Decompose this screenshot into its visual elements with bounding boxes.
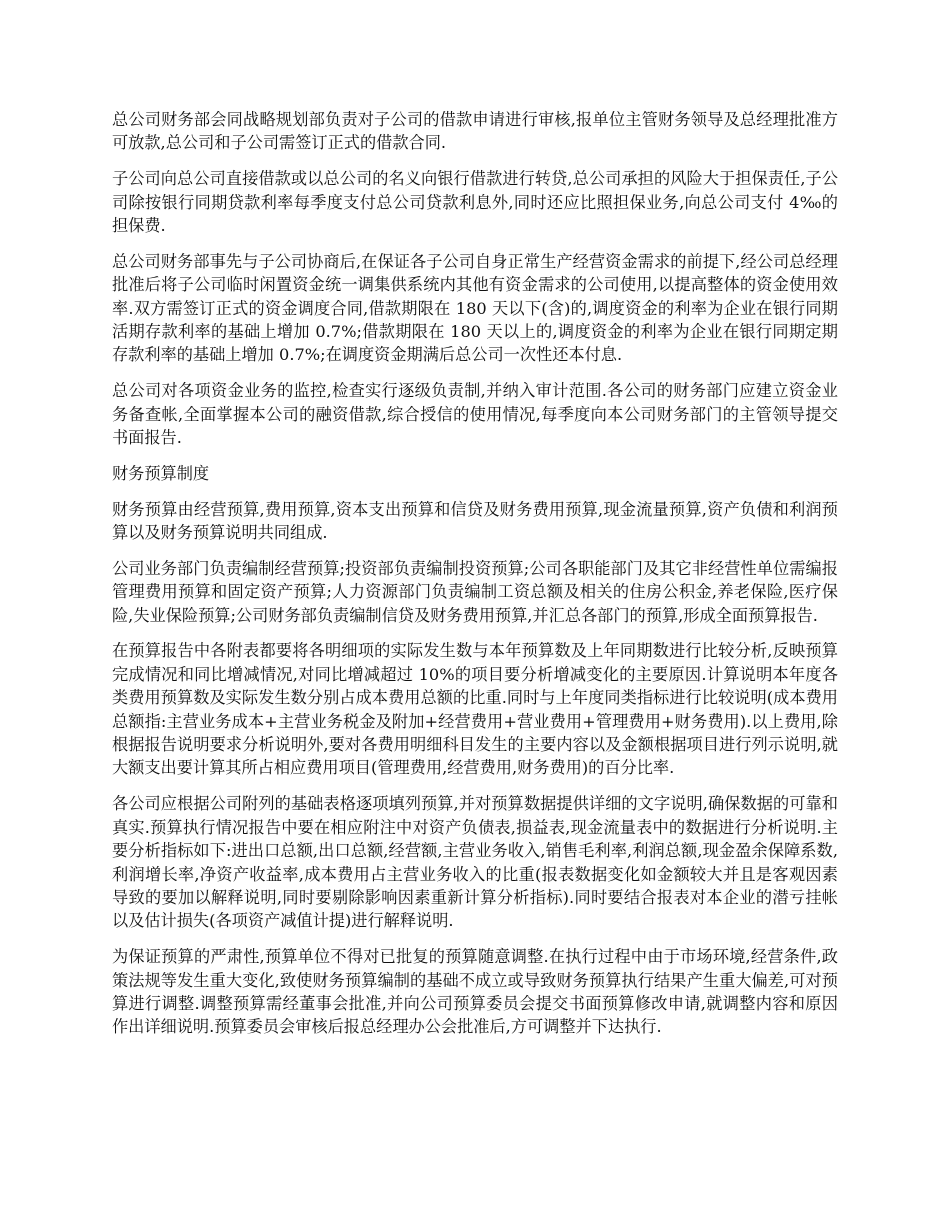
paragraph-guarantee-fee: 子公司向总公司直接借款或以总公司的名义向银行借款进行转贷,总公司承担的风险大于担保责任,子公司除按银行同期贷款利率每季度支付总公司贷款利息外,同时还应比照担保业务,向总公司支付 4‰的担保费. bbox=[112, 169, 838, 236]
paragraph-loan-approval: 总公司财务部会同战略规划部负责对子公司的借款申请进行审核,报单位主管财务领导及总经理批准方可放款,总公司和子公司需签订正式的借款合同. bbox=[112, 110, 838, 153]
paragraph-budget-composition: 财务预算由经营预算,费用预算,资本支出预算和信贷及财务费用预算,现金流量预算,资产负债和利润预算以及财务预算说明共同组成. bbox=[112, 499, 838, 543]
paragraph-fund-monitoring: 总公司对各项资金业务的监控,检查实行逐级负责制,并纳入审计范围.各公司的财务部门应建立资金业务备查帐,全面掌握本公司的融资借款,综合授信的使用情况,每季度向本公司财务部门的主管领导提交书面报告. bbox=[112, 381, 838, 448]
paragraph-budget-adjustment: 为保证预算的严肃性,预算单位不得对已批复的预算随意调整.在执行过程中由于市场环境,经营条件,政策法规等发生重大变化,致使财务预算编制的基础不成立或导致财务预算执行结果产生重大偏差,可对预算进行调整.调整预算需经董事会批准,并向公司预算委员会提交书面预算修改申请,就调整内容和原因作出详细说明.预算委员会审核后报总经理办公会批准后,方可调整并下达执行. bbox=[112, 947, 838, 1037]
paragraph-fund-dispatch: 总公司财务部事先与子公司协商后,在保证各子公司自身正常生产经营资金需求的前提下,经公司总经理批准后将子公司临时闲置资金统一调集供系统内其他有资金需求的公司使用,以提高整体的资金使用效率.双方需签订正式的资金调度合同,借款期限在 180 天以下(含)的,调度资金的利率为企业在银行同期活期存款利率的基础上增加 0.7%;借款期限在 180 天以上的,调度资金的利率为企业在银行同期定期存款利率的基础上增加 0.7%;在调度资金期满后总公司一次性还本付息. bbox=[112, 251, 838, 365]
document-page bbox=[112, 108, 838, 1051]
paragraph-budget-report-analysis: 在预算报告中各附表都要将各明细项的实际发生数与本年预算数及上年同期数进行比较分析,反映预算完成情况和同比增减情况,对同比增减超过 10%的项目要分析增减变化的主要原因.计算说明本年度各类费用预算数及实际发生数分别占成本费用总额的比重.同时与上年度同类指标进行比较说明(成本费用总额指:主营业务成本+主营业务税金及附加+经营费用+营业费用+管理费用+财务费用).以上费用,除根据报告说明要求分析说明外,要对各费用明细科目发生的主要内容以及金额根据项目进行列示说明,就大额支出要计算其所占相应费用项目(管理费用,经营费用,财务费用)的百分比率. bbox=[112, 641, 838, 778]
paragraph-budget-responsibility: 公司业务部门负责编制经营预算;投资部负责编制投资预算;公司各职能部门及其它非经营性单位需编报管理费用预算和固定资产预算;人力资源部门负责编制工资总额及相关的住房公积金,养老保险,医疗保险,失业保险预算;公司财务部负责编制信贷及财务费用预算,并汇总各部门的预算,形成全面预算报告. bbox=[112, 558, 838, 625]
paragraph-budget-filling: 各公司应根据公司附列的基础表格逐项填列预算,并对预算数据提供详细的文字说明,确保数据的可靠和真实.预算执行情况报告中要在相应附注中对资产负债表,损益表,现金流量表中的数据进行分析说明.主要分析指标如下:进出口总额,出口总额,经营额,主营业务收入,销售毛利率,利润总额,现金盈余保障系数,利润增长率,净资产收益率,成本费用占主营业务收入的比重(报表数据变化如金额较大并且是客观因素导致的要加以解释说明,同时要剔除影响因素重新计算分析指标).同时要结合报表对本企业的潜亏挂帐以及估计损失(各项资产减值计提)进行解释说明. bbox=[112, 794, 838, 931]
section-heading-budget-system: 财务预算制度 bbox=[112, 463, 210, 483]
